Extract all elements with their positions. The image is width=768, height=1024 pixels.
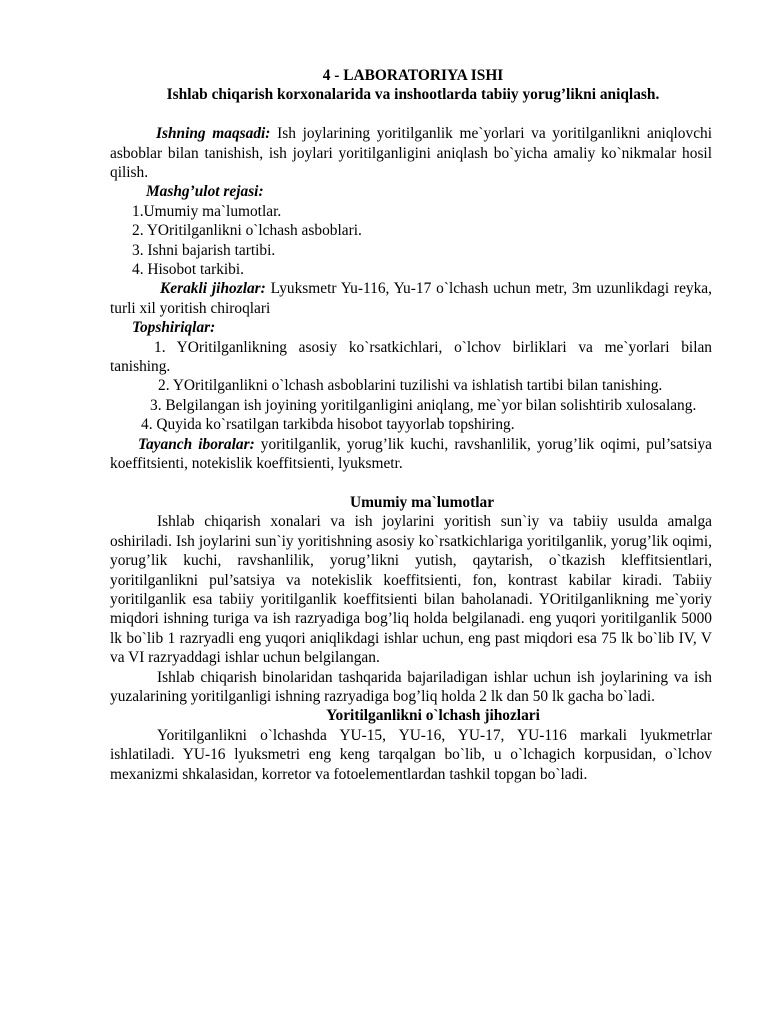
- tasks-label: Topshiriqlar:: [132, 319, 216, 337]
- keywords-text: yoritilganlik, yorug’lik kuchi, ravshanlilik, yorug’lik oqimi, pul’satsiya koeffitsienti, notekislik koeffitsienti, lyuksmetr.: [110, 435, 712, 473]
- instruments-heading: Yoritilganlikni o`lchash jihozlari: [326, 707, 540, 725]
- general-heading: Umumiy ma`lumotlar: [349, 493, 495, 511]
- task-item-2: 2. YOritilganlikni o`lchash asboblarini tuzilishi va ishlatish tartibi bilan tanishing.: [158, 377, 663, 395]
- spacer: [110, 474, 712, 493]
- plan-label: Mashg’ulot rejasi:: [146, 183, 264, 201]
- keywords-paragraph: [110, 435, 712, 474]
- task-item-1: 1. YOritilganlikning asosiy ko`rsatkichlari, o`lchov birliklari va me`yorlari bilan tanishing.: [110, 338, 712, 376]
- general-paragraph-1: Ishlab chiqarish xonalari va ish joylarini yoritish sun`iy va tabiiy usulda amalga oshiriladi. Ish joylarini sun`iy yoritishning asosiy ko`rsatkichlariga yoritilganlik, yorug’lik oqimi, yorug’lik kuchi, ravshanlilik, yorug’likni yutish, qaytarish, o`tkazish kleffitsientlari, yoritilganlikni pul’satsiya va notekislik koeffitsienti, fon, kontrast kabilar kiradi. Tabiiy yoritilganlik esa tabiiy yoritilganlik koeffitsienti bilan baholanadi. YOritilganlikning me`yoriy miqdori ishning turiga va ish razryadiga bog’liq holda belgilanadi. eng yuqori yoritilganlik 5000 lk bo`lib 1 razryadli eng yuqori aniqlikdagi ishlar uchun, eng past miqdori esa 75 lk bo`lib IV, V va VI razryaddagi ishlar uchun belgilangan.: [110, 513, 712, 667]
- equipment-label: Kerakli jihozlar:: [160, 280, 266, 298]
- goal-label: Ishning maqsadi:: [156, 125, 271, 143]
- document-subtitle: Ishlab chiqarish korxonalarida va inshootlarda tabiiy yorug’likni aniqlash.: [166, 86, 660, 104]
- lab-title: 4 - LABORATORIYA ISHI: [322, 67, 504, 84]
- plan-item-2: 2. YOritilganlikni o`lchash asboblari.: [132, 222, 362, 240]
- equipment-text: Lyuksmetr Yu-116, Yu-17 o`lchash uchun metr, 3m uzunlikdagi reyka, turli xil yoritish chiroqlari: [110, 280, 712, 317]
- keywords-label: Tayanch iboralar:: [138, 435, 255, 453]
- task-item-3: 3. Belgilangan ish joyining yoritilganligini aniqlang, me`yor bilan solishtirib xulosalang.: [150, 396, 697, 414]
- goal-text: Ish joylarining yoritilganlik me`yorlari va yoritilganlikni aniqlovchi asboblar bilan tanishish, ish joylari yoritilganligini aniqlash bo`yicha amaliy ko`nikmalar hosil qilish.: [110, 125, 712, 182]
- equipment-paragraph: [110, 279, 712, 318]
- plan-item-3: 3. Ishni bajarish tartibi.: [132, 241, 276, 259]
- document-page: [110, 66, 712, 784]
- plan-item-4: 4. Hisobot tarkibi.: [132, 261, 245, 279]
- goal-paragraph: [110, 124, 712, 182]
- spacer: [110, 105, 712, 124]
- instruments-paragraph-1: Yoritilganlikni o`lchashda YU-15, YU-16, YU-17, YU-116 markali lyukmetrlar ishlatiladi. YU-16 lyuksmetri eng keng tarqalgan bo`lib, u o`lchagich korpusidan, o`lchov mexanizmi shkalasidan, korretor va fotoelementlardan tashkil topgan bo`ladi.: [110, 726, 712, 783]
- task-item-4: 4. Quyida ko`rsatilgan tarkibda hisobot tayyorlab topshiring.: [141, 416, 515, 434]
- plan-item-1: 1.Umumiy ma`lumotlar.: [132, 202, 282, 220]
- general-paragraph-2: Ishlab chiqarish binolaridan tashqarida bajariladigan ishlar uchun ish joylarining va ish yuzalarining yoritilganligi ishning razryadiga bog’liq holda 2 lk dan 50 lk gacha bo`ladi.: [110, 668, 712, 705]
